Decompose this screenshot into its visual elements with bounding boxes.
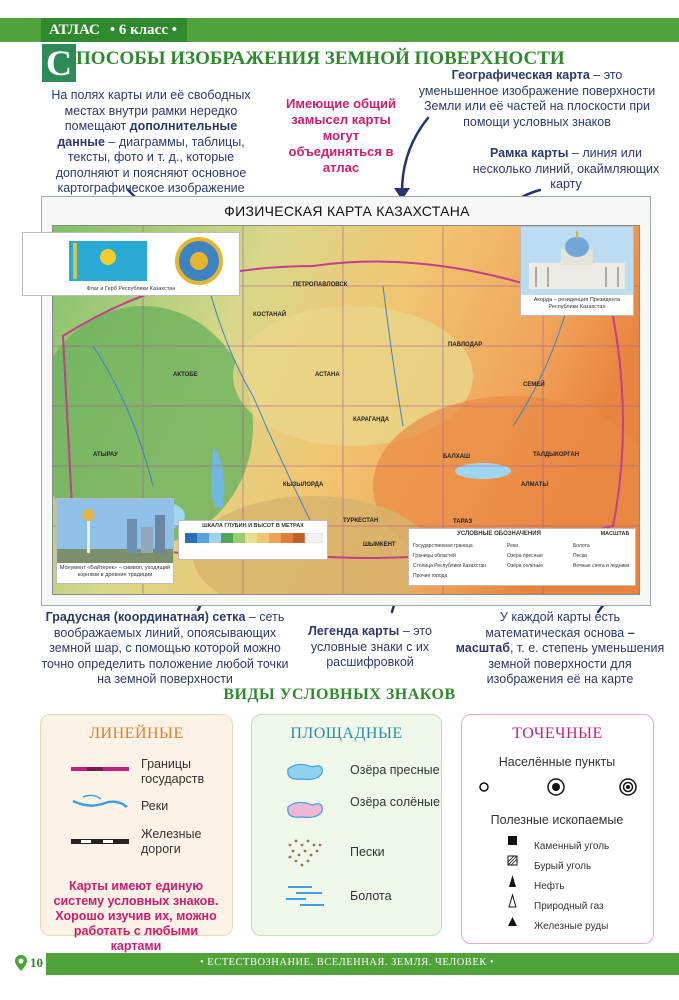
svg-text:АТЫРАУ: АТЫРАУ xyxy=(93,452,118,458)
note-geo-map: Географическая карта – это уменьшенное изображение поверхности Земли или её частей на плоскости при помощи условных знаков xyxy=(418,68,656,129)
linear-note: Карты имеют единую систему условных знаков. Хорошо изучив их, можно работать с любыми картами xyxy=(53,879,219,953)
footer-text: • ЕСТЕСТВОЗНАНИЕ. ВСЕЛЕННАЯ. ЗЕМЛЯ. ЧЕЛОВЕК • xyxy=(200,957,495,968)
mineral-brown-coal: Бурый уголь xyxy=(534,861,592,872)
areal-item-salt: Озёра солёные xyxy=(350,795,440,809)
baiterek-photo xyxy=(57,499,173,563)
note-legend: Легенда карты – это условные знаки с их расшифровкой xyxy=(308,624,432,669)
svg-text:ТАРАЗ: ТАРАЗ xyxy=(453,519,473,525)
svg-text:КОСТАНАЙ: КОСТАНАЙ xyxy=(253,312,287,318)
svg-text:КАРАГАНДА: КАРАГАНДА xyxy=(353,417,390,423)
flag-caption: Флаг и Герб Республики Казахстан xyxy=(86,286,176,292)
areal-signs xyxy=(282,759,332,909)
svg-text:СЕМЕЙ: СЕМЕЙ xyxy=(523,382,545,388)
akorda-caption: Акорда – резиденция Президента Республики Казахстан xyxy=(533,297,621,310)
card-linear xyxy=(40,714,233,953)
settlement-signs xyxy=(472,773,642,799)
svg-text:АСТАНА: АСТАНА xyxy=(315,372,340,378)
pin-icon xyxy=(14,954,28,972)
page-number: 10 xyxy=(30,955,43,970)
mineral-list xyxy=(534,837,652,937)
mineral-iron: Железные руды xyxy=(534,921,609,932)
map-title: ФИЗИЧЕСКАЯ КАРТА КАЗАХСТАНА xyxy=(224,203,470,219)
linear-item-railways: Железные дороги xyxy=(141,827,202,856)
legend-title: УСЛОВНЫЕ ОБОЗНАЧЕНИЯ xyxy=(457,531,541,537)
settlements-label: Населённые пункты xyxy=(498,755,616,769)
railway-sign xyxy=(71,839,129,844)
areal-title: ПЛОЩАДНЫЕ xyxy=(290,725,403,742)
akorda-photo xyxy=(521,227,633,295)
mineral-signs xyxy=(504,833,522,933)
linear-title: ЛИНЕЙНЫЕ xyxy=(89,725,184,742)
svg-text:КЫЗЫЛОРДА: КЫЗЫЛОРДА xyxy=(283,482,324,488)
salt-lake-sign xyxy=(288,802,323,817)
river-sign xyxy=(73,801,127,807)
legend-col-3: Болота Пески Вечные снега и ледники xyxy=(573,543,630,569)
areal-item-swamp: Болота xyxy=(350,889,392,903)
monument-inset xyxy=(56,498,174,584)
flag-emblem-art xyxy=(23,233,239,285)
grade-label: • 6 класс • xyxy=(109,22,178,38)
minerals-label: Полезные ископаемые xyxy=(490,813,624,827)
akorda-inset xyxy=(520,226,634,316)
note-additional-data: На полях карты или её свободных местах внутри рамки нередко помещают дополнительные данные – диаграммы, таблицы, тексты, фото и т. д., которые дополняют и поясняют основное картографическое изображение xyxy=(51,88,251,195)
height-scale-inset xyxy=(178,520,328,560)
svg-text:ТАЛДЫКОРГАН: ТАЛДЫКОРГАН xyxy=(533,452,580,458)
svg-text:БАЛХАШ: БАЛХАШ xyxy=(443,454,471,460)
height-scale-title: ШКАЛА ГЛУБИН И ВЫСОТ В МЕТРАХ xyxy=(202,523,304,529)
card-areal xyxy=(251,714,442,936)
sand-sign xyxy=(289,840,322,867)
title-initial: С xyxy=(42,44,76,82)
svg-text:ТУРКЕСТАН: ТУРКЕСТАН xyxy=(343,518,379,524)
linear-item-borders: Границы государств xyxy=(141,757,205,786)
note-scale: У каждой карты есть математическая основа – масштаб, т. е. степень уменьшения земной поверхности для изображения её на карте xyxy=(455,610,665,686)
svg-text:АКТОБЕ: АКТОБЕ xyxy=(173,372,198,378)
page-title: ПОСОБЫ ИЗОБРАЖЕНИЯ ЗЕМНОЙ ПОВЕРХНОСТИ xyxy=(76,48,565,69)
areal-item-sand: Пески xyxy=(350,845,385,859)
fresh-lake-sign xyxy=(288,764,323,779)
mineral-gas: Природный газ xyxy=(534,901,604,912)
height-color-bar xyxy=(185,533,323,543)
areal-item-fresh: Озёра пресные xyxy=(350,763,440,777)
svg-text:ШЫМКЕНТ: ШЫМКЕНТ xyxy=(363,542,396,548)
swamp-sign xyxy=(286,887,324,905)
point-title: ТОЧЕЧНЫЕ xyxy=(512,725,603,742)
scale-label: МАСШТАБ xyxy=(600,531,630,537)
legend-col-1: Государственная граница Границы областей Столица Республики Казахстан Прочие города xyxy=(413,543,487,579)
svg-text:АЛМАТЫ: АЛМАТЫ xyxy=(521,482,549,488)
note-atlas: Имеющие общий замысел карты могут объединяться в атлас xyxy=(285,96,397,175)
linear-item-rivers: Реки xyxy=(141,799,169,813)
note-grid: Градусная (координатная) сетка – сеть воображаемых линий, опоясывающих земной шар, с помощью которой можно точно определить положение любой точки на земной поверхности xyxy=(41,610,289,686)
section-title: ВИДЫ УСЛОВНЫХ ЗНАКОВ xyxy=(223,686,456,703)
mineral-coal: Каменный уголь xyxy=(534,841,610,852)
map-legend-inset xyxy=(408,528,636,586)
note-frame: Рамка карты – линия или несколько линий, окаймляющих карту xyxy=(472,146,660,191)
linear-signs xyxy=(69,761,139,851)
legend-col-2: Реки Озёра пресные Озёра солёные xyxy=(507,543,543,569)
card-point xyxy=(461,714,654,944)
atlas-label: АТЛАС xyxy=(49,22,100,38)
mineral-oil: Нефть xyxy=(534,881,565,892)
flag-emblem-inset xyxy=(22,232,240,296)
svg-text:ПАВЛОДАР: ПАВЛОДАР xyxy=(448,342,483,348)
svg-text:ПЕТРОПАВЛОВСК: ПЕТРОПАВЛОВСК xyxy=(293,282,348,288)
monument-caption: Монумент «Байтерек» – символ, уходящий корнями в древние традиции xyxy=(59,565,171,578)
